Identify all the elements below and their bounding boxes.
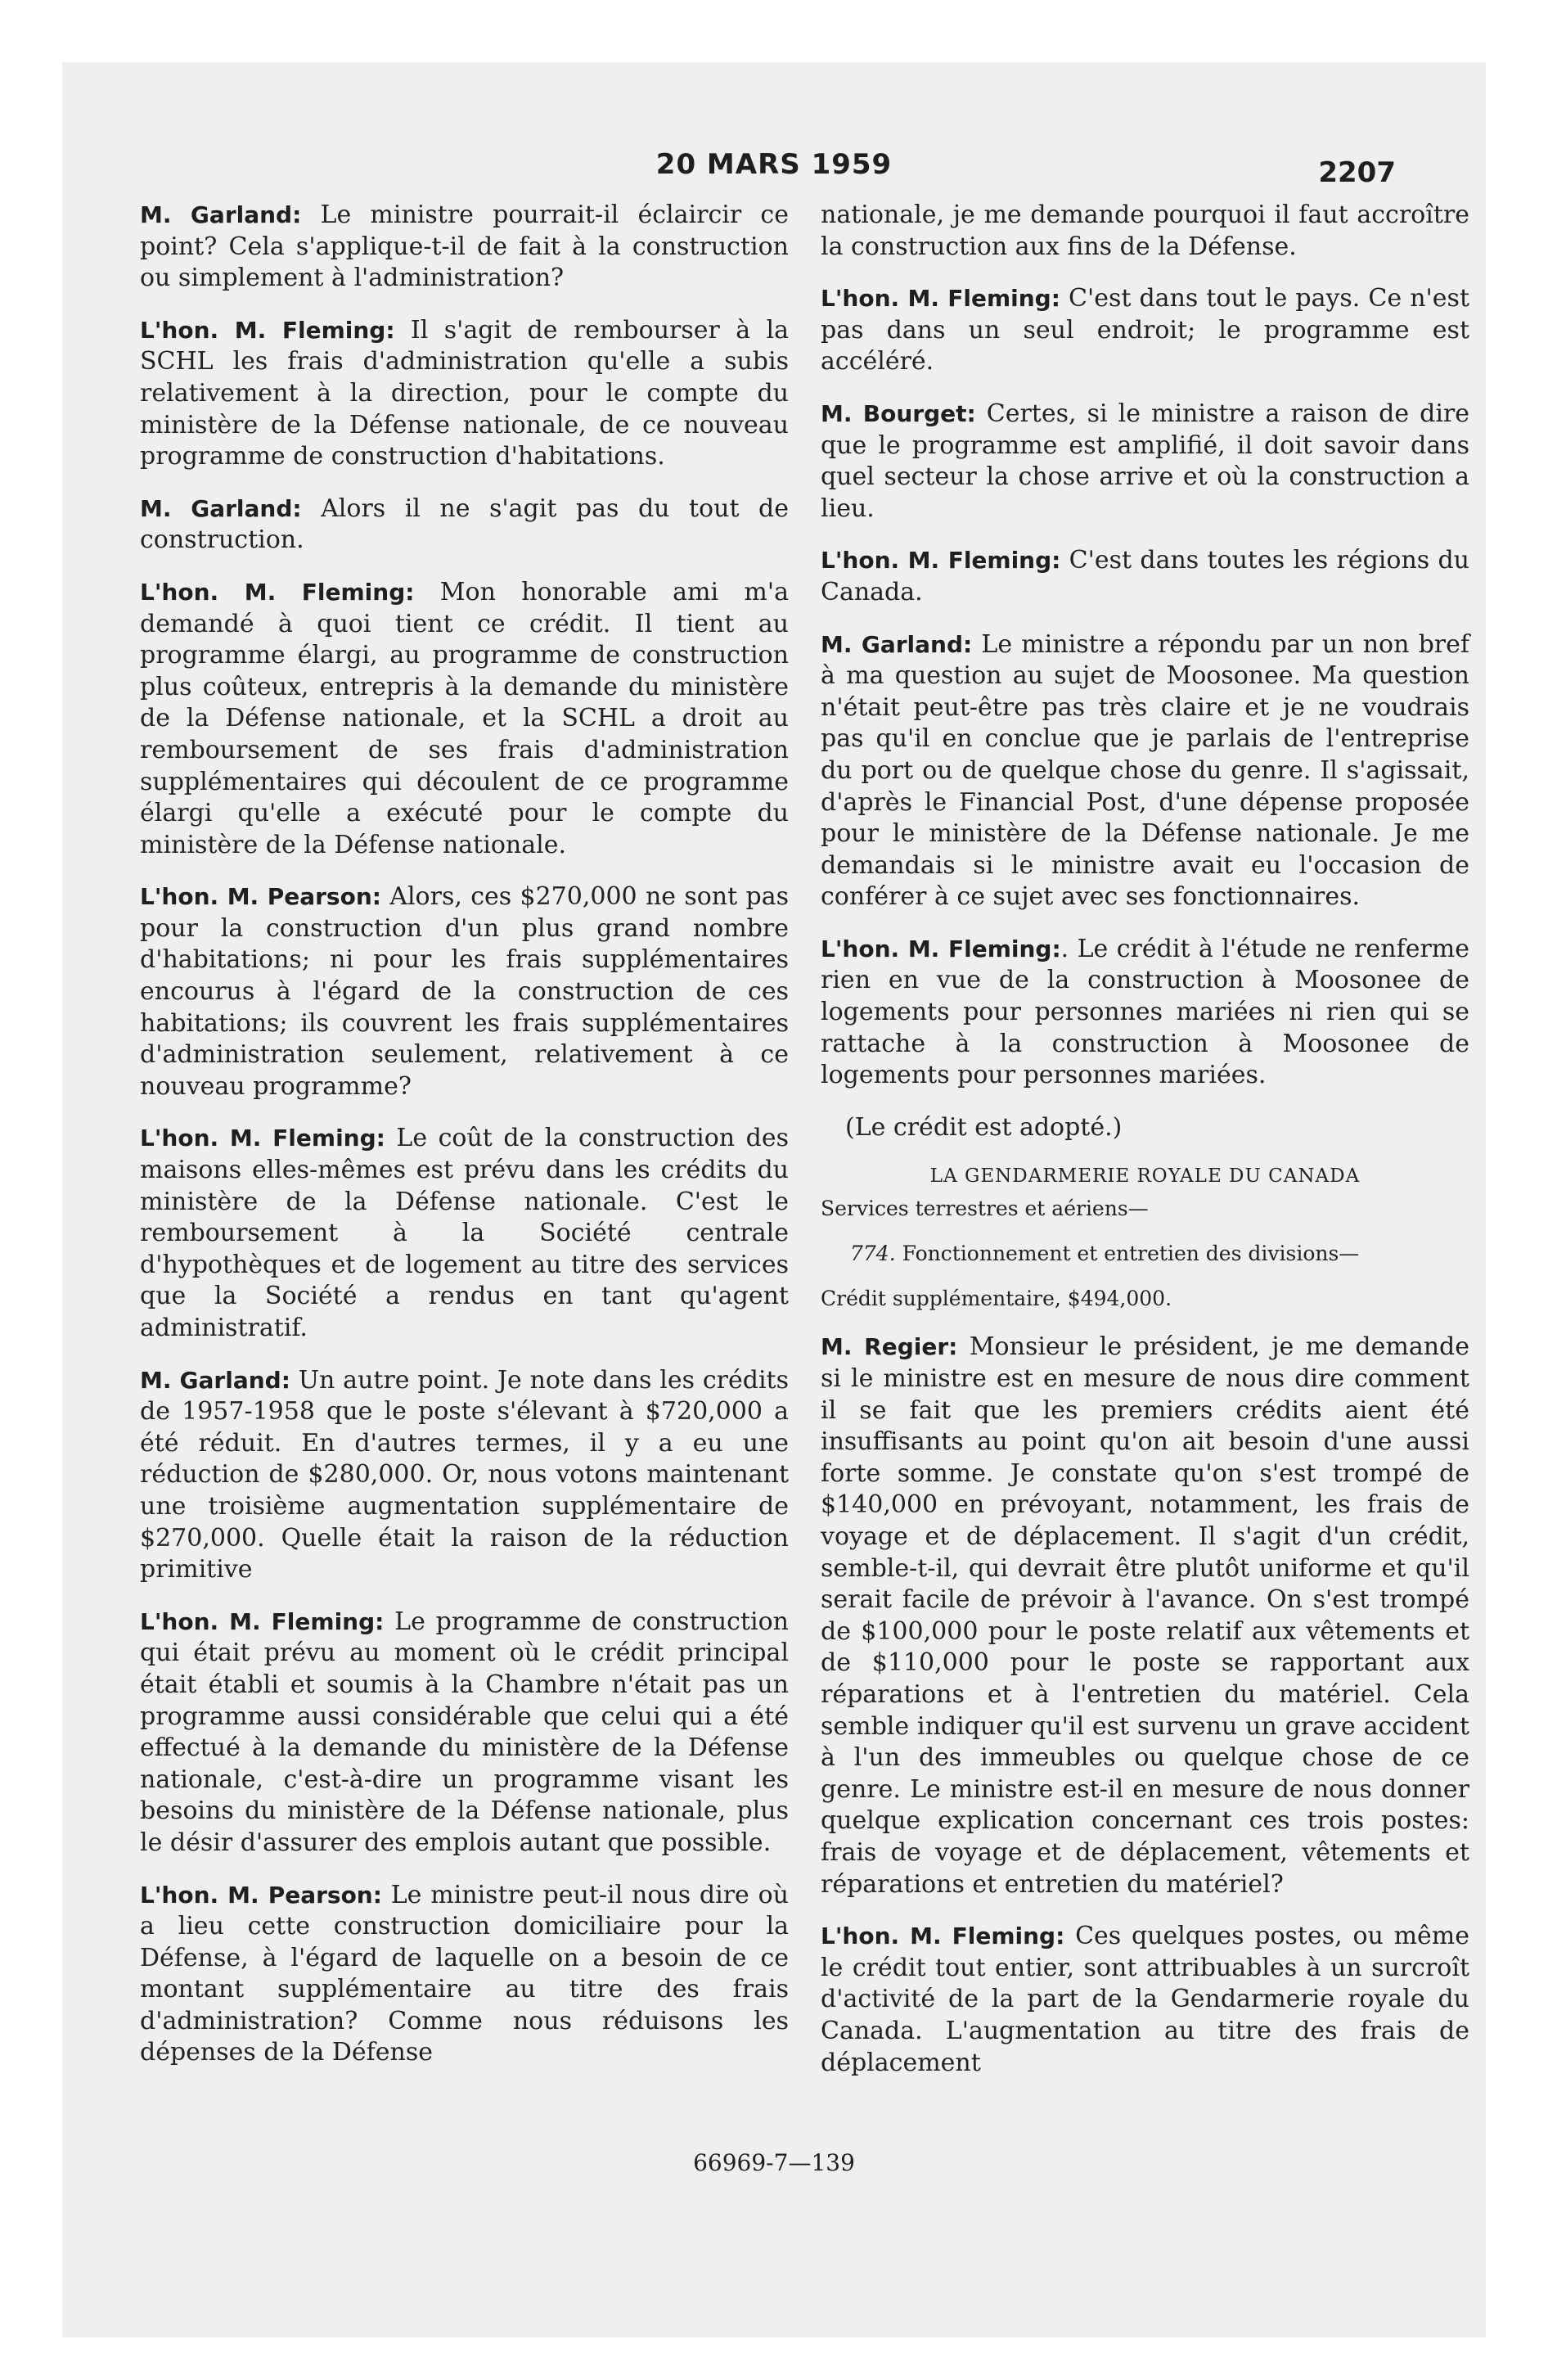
paragraph — [140, 1365, 789, 1586]
paragraph — [821, 934, 1469, 1092]
speaker-name: L'hon. M. Fleming: — [821, 547, 1061, 575]
speaker-name: L'hon. M. Fleming: — [821, 935, 1061, 962]
speech-text: Le coût de la construction des maisons elles-mêmes est prévu dans les crédits du ministère de la Défense nationale. C'est le remboursement à la Société centrale d'hypothèques et de logement au titre des services que la Société a rendus en tant qu'agent administratif. — [140, 1124, 789, 1342]
speech-text: Alors, ces $270,000 ne sont pas pour la construction d'un plus grand nombre d'habitations; ni pour les frais supplémentaires encourus à l'égard de la construction de ces habitations; ils couvrent les frais supplémentaires d'administration seulement, relativement à ce nouveau programme? — [140, 882, 789, 1101]
speaker-name: L'hon. M. Pearson: — [140, 1881, 382, 1909]
speaker-name: L'hon. M. Fleming: — [140, 1607, 385, 1635]
speech-text: Le ministre peut-il nous dire où a lieu cette construction domiciliaire pour la Défense, à l'égard de laquelle on a besoin de ce montant supplémentaire au titre des frais d'administration? Comme nous réduisons les dépenses de la Défense — [140, 1880, 789, 2067]
item-title: Fonctionnement et entretien des divisions— — [895, 1242, 1360, 1266]
speaker-name: L'hon. M. Fleming: — [821, 285, 1060, 313]
speaker-name: M. Garland: — [140, 201, 302, 228]
paragraph — [140, 1607, 789, 1859]
paragraph — [821, 1332, 1469, 1900]
speech-text: Ces quelques postes, ou même le crédit tout entier, sont attribuables à un surcroît d'activité de la part de la Gendarmerie royale du Canada. L'augmentation au titre des frais de déplacement — [821, 1922, 1470, 2077]
speech-text: Certes, si le ministre a raison de dire que le programme est amplifié, il doit savoir dans quel secteur la chose arrive et où la construction a lieu. — [821, 399, 1470, 523]
speaker-name: M. Regier: — [821, 1333, 958, 1361]
paragraph — [821, 545, 1469, 608]
speech-text: Mon honorable ami m'a demandé à quoi tient ce crédit. Il tient au programme élargi, au programme de construction plus coûteux, entrepris à la demande du ministère de la Défense nationale, et la SCHL a droit au remboursement de ses frais d'administration supplémentaires qui découlent de ce programme élargi qu'elle a exécuté pour le compte du ministère de la Défense nationale. — [140, 577, 789, 859]
speech-text: Le ministre pourrait-il éclaircir ce point? Cela s'applique-t-il de fait à la construction ou simplement à l'administration? — [140, 201, 789, 293]
speaker-name: L'hon. M. Pearson: — [140, 883, 381, 911]
paragraph — [140, 881, 789, 1102]
speech-text: . Le crédit à l'étude ne renferme rien en vue de la construction à Moosonee de logements pour personnes mariées ni rien qui se rattache à la construction à Moosonee de logements pour personnes mariées. — [821, 934, 1469, 1090]
item-category: Services terrestres et aériens— — [821, 1197, 1149, 1221]
speaker-name: M. Garland: — [140, 494, 302, 522]
speech-text: Le ministre a répondu par un non bref à ma question au sujet de Moosonee. Ma question n'était peut-être pas très claire et je ne voudrais pas qu'il en conclue que je parlais de l'entreprise du port ou de quelque chose du genre. Il s'agissait, d'après le Financial Post, d'une dépense proposée pour le ministère de la Défense nationale. Je me demandais si le ministre avait eu l'occasion de conférer à ce sujet avec ses fonctionnaires. — [821, 629, 1469, 912]
page-number: 2207 — [1318, 156, 1396, 189]
paragraph — [140, 315, 789, 473]
speaker-name: L'hon. M. Fleming: — [140, 1125, 385, 1152]
speaker-name: M. Garland: — [821, 630, 973, 658]
speech-text: Le programme de construction qui était prévu au moment où le crédit principal était établi et soumis à la Chambre n'était pas un programme aussi considérable que celui qui a été effectué à la demande du ministère de la Défense nationale, c'est-à-dire un programme visant les besoins du ministère de la Défense nationale, plus le désir d'assurer des emplois autant que possible. — [140, 1607, 789, 1857]
paragraph — [140, 200, 789, 295]
speech-text: Il s'agit de rembourser à la SCHL les frais d'administration qu'elle a subis relativement à la direction, pour le compte du ministère de la Défense nationale, de ce nouveau programme de construction d'habitations. — [140, 315, 789, 471]
speech-text: C'est dans toutes les régions du Canada. — [821, 546, 1470, 606]
item-amount: Crédit supplémentaire, $494,000. — [821, 1287, 1172, 1311]
estimate-item — [821, 1164, 1469, 1311]
paragraph — [821, 200, 1469, 263]
speech-text: Un autre point. Je note dans les crédits de 1957-1958 que le poste s'élevant à $720,000 a été réduit. En d'autres termes, il y a eu une réduction de $280,000. Or, nous votons maintenant une troisième augmentation supplémentaire de $270,000. Quelle était la raison de la réduction primitive — [140, 1365, 789, 1584]
paragraph — [821, 283, 1469, 378]
speech-text: C'est dans tout le pays. Ce n'est pas dans un seul endroit; le programme est accéléré. — [821, 284, 1469, 376]
hansard-page — [62, 62, 1486, 2337]
paragraph — [140, 1123, 789, 1344]
footer-code: 66969-7—139 — [693, 2149, 855, 2176]
paragraph — [140, 577, 789, 861]
item-number: 774. — [850, 1242, 896, 1266]
speaker-name: L'hon. M. Fleming: — [140, 316, 395, 344]
right-column — [821, 200, 1469, 2099]
speaker-name: L'hon. M. Fleming: — [821, 1922, 1065, 1950]
speech-text: Monsieur le président, je me demande si le ministre est en mesure de nous dire comment il se fait que les premiers crédits aient été insuffisants au point qu'on ait besoin d'une aussi forte somme. Je constate qu'on s'est trompé de $140,000 en prévoyant, notamment, les frais de voyage et de déplacement. Il s'agit d'un crédit, semble-t-il, qui devrait être plutôt uniforme et qu'il serait facile de prévoir à l'avance. On s'est trompé de $100,000 pour le poste relatif aux vêtements et de $110,000 pour le poste se rapportant aux réparations et à l'entretien du matériel. Cela semble indiquer qu'il est survenu un grave accident à l'un des immeubles ou quelque chose de ce genre. Le ministre est-il en mesure de nous donner quelque explication concernant ces trois postes: frais de voyage et de déplacement, vêtements et réparations et entretien du matériel? — [821, 1332, 1470, 1899]
speech-text: Alors il ne s'agit pas du tout de construction. — [140, 494, 789, 555]
speaker-name: L'hon. M. Fleming: — [140, 578, 415, 606]
vote-adopted-note: (Le crédit est adopté.) — [845, 1112, 1123, 1142]
paragraph — [821, 399, 1469, 525]
section-heading: LA GENDARMERIE ROYALE DU CANADA — [929, 1165, 1361, 1188]
left-column — [140, 200, 789, 2089]
speech-text: nationale, je me demande pourquoi il faut accroître la construction aux fins de la Défense. — [821, 201, 1469, 261]
speaker-name: M. Bourget: — [821, 399, 976, 427]
paragraph — [821, 1921, 1469, 2079]
paragraph — [140, 494, 789, 557]
paragraph — [821, 629, 1469, 913]
item-description — [821, 1242, 1469, 1266]
speaker-name: M. Garland: — [140, 1366, 290, 1394]
page-date: 20 MARS 1959 — [655, 148, 893, 181]
paragraph — [140, 1880, 789, 2070]
